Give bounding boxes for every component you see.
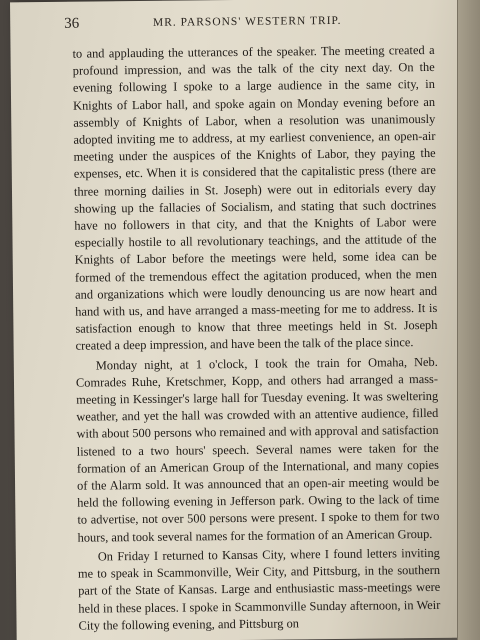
running-head: MR. PARSONS' WESTERN TRIP. xyxy=(152,14,342,29)
paragraph-continued: to and applauding the utterances of the speaker. The meeting created a profound impression, and was the talk of the city next day. On the evening following I spoke to a large audience in the same city, in Knights of Labor hall, and spoke again on Monday evening before an assembly of Knights of Labor, when a resolution was unanimously adopted inviting me to address, at my earliest convenience, an open-air meeting under the auspices of the Knights of Labor, they paying the expenses, etc. When it is considered that the capitalistic press (there are three morning dailies in St. Joseph) were out in editorials every day showing up the fallacies of Socialism, and stating that such doctrines have no followers in that city, and that the Knights of Labor were especially hostile to all revolutionary teachings, and the attitude of the Knights of Labor before the meetings were held, some idea can be formed of the tremendous effect the agitation produced, when the men and organizations which were loudly denouncing us are now heart and hand with us, and have arranged a mass-meeting for me to address. It is satisfaction enough to know that three meetings held in St. Joseph created a deep impression, and have been the talk of the place since. xyxy=(72,42,438,354)
page-number: 36 xyxy=(64,15,80,32)
paragraph-omaha: Monday night, at 1 o'clock, I took the train for Omaha, Neb. Comrades Ruhe, Kretschmer, Kopp, and others had arranged a mass-meeting in Kessinger's large hall for Tuesday evening. It was sweltering weather, and yet the hall was crowded with an attentive audience, filled with about 500 persons who remained and with approval and satisfaction listened to a two hours' speech. Several names were taken for the formation of an American Group of the International, and many copies of the Alarm sold. It was announced that an open-air meeting would be held the following evening in Jefferson park. Owing to the lack of time to advertise, not over 500 persons were present. I spoke to them for two hours, and took several names for the formation of an American Group. xyxy=(75,354,440,545)
paragraph-kansas-city: On Friday I returned to Kansas City, where I found letters inviting me to speak in Scammonville, Weir City, and Pittsburg, in the southern part of the State of Kansas. Large and enthusiastic mass-meetings were held in these places. I spoke in Scammonville Sunday afternoon, in Weir City the following evening, and Pittsburg on xyxy=(77,545,441,633)
page-header xyxy=(64,12,430,38)
facing-page-edge xyxy=(457,0,480,640)
page-body xyxy=(72,42,440,635)
book-page xyxy=(10,0,465,640)
